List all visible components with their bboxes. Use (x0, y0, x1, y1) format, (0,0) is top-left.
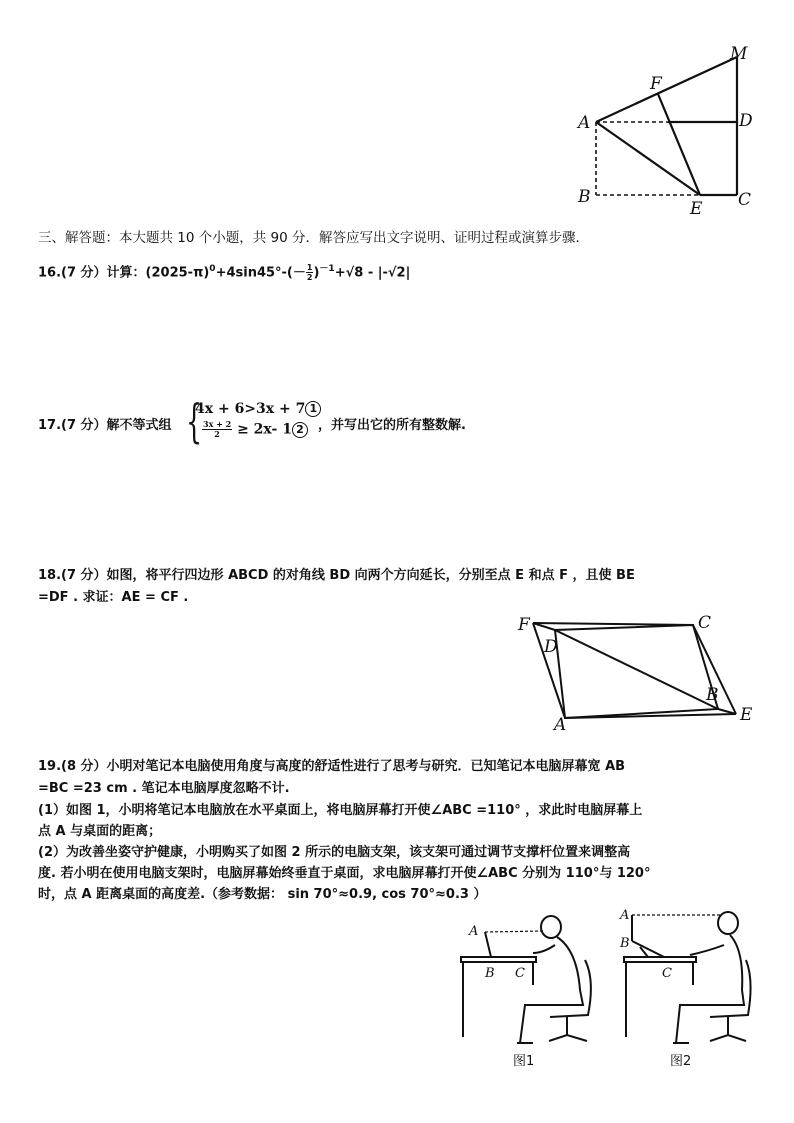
label-B: B (578, 187, 591, 207)
q16-expr-c: ) (313, 265, 320, 281)
q16-expr-d: +√8 - |-√2| (334, 265, 411, 281)
q17-inequality-2 (202, 420, 308, 439)
fig1-label-C: C (515, 966, 525, 981)
question-16 (38, 259, 410, 283)
segment-FC (533, 623, 693, 625)
q18-line-1: 18.(7 分）如图，将平行四边形 ABCD 的对角线 BD 向两个方向延长，分别至点 E 和点 F ，且使 BE (38, 568, 635, 583)
fig2-label-B: B (620, 936, 630, 951)
chair-back (550, 960, 591, 1017)
q19-line-2: =BC =23 cm . 笔记本电脑厚度忽略不计. (38, 781, 290, 796)
q16-expr-b: +4sin45°-(－ (215, 265, 306, 281)
person-legs (520, 1005, 580, 1043)
fig2-caption: 图2 (670, 1054, 692, 1069)
label-E: E (740, 705, 753, 725)
label-B: B (706, 685, 719, 705)
q16-frac-den: 2 (306, 273, 313, 283)
chair-base (549, 1035, 587, 1041)
q19-line-4: 点 A 与桌面的距离； (38, 824, 162, 839)
q19-line-3: (1）如图 1，小明将笔记本电脑放在水平桌面上，将电脑屏幕打开使∠ABC =110° ，求此时电脑屏幕上 (38, 803, 643, 818)
chair-base (710, 1035, 746, 1041)
brace-icon: { (186, 394, 203, 448)
q16-frac-num: 1 (306, 263, 313, 273)
label-C: C (738, 190, 752, 210)
q17-inequality-1 (195, 401, 321, 417)
laptop-base (632, 941, 664, 957)
fig2-label-C: C (662, 966, 672, 981)
label-A: A (554, 715, 567, 733)
q17-ineq2-text: ≥ 2x- 1 (237, 421, 292, 438)
label-C: C (698, 613, 712, 633)
figure-2-laptop-stand (618, 905, 763, 1075)
person-arm (533, 945, 555, 953)
desk-top (624, 957, 696, 962)
q19-line-5: (2）为改善坐姿守护健康，小明购买了如图 2 所示的电脑支架，该支架可通过调节支撑杆位置来调整高 (38, 845, 631, 860)
q17-fraction (202, 420, 232, 439)
person-back (555, 937, 583, 1005)
q17-ineq1-text: 4x + 6>3x + 7 (195, 401, 306, 417)
figure-parallelogram (512, 608, 762, 733)
chair-back (710, 960, 751, 1017)
fig1-caption: 图1 (513, 1054, 535, 1069)
person-head (541, 916, 561, 938)
q17-suffix: ，并写出它的所有整数解. (318, 418, 466, 433)
q16-prefix: 16.(7 分）计算： (38, 265, 146, 281)
q19-line-1: 19.(8 分）小明对笔记本电脑使用角度与高度的舒适性进行了思考与研究．已知笔记本电脑屏幕宽 AB (38, 759, 626, 774)
laptop-screen (485, 932, 491, 957)
label-F: F (650, 74, 662, 94)
sight-line (485, 931, 543, 932)
section-3-heading: 三、解答题：本大题共 10 个小题，共 90 分．解答应写出文字说明、证明过程或演算步骤． (38, 230, 590, 246)
figure-1-laptop-desk (455, 905, 605, 1075)
fig2-label-A: A (620, 908, 630, 923)
label-D: D (544, 637, 558, 657)
q19-line-7: 时，点 A 距离桌面的高度差.（参考数据： sin 70°≈0.9, cos 70°≈0.3 ） (38, 887, 487, 902)
fig1-label-A: A (469, 924, 479, 939)
person-head (718, 912, 738, 934)
parallelogram-ABCD (555, 625, 718, 718)
circled-number-2: 2 (292, 422, 308, 438)
label-D: D (739, 111, 753, 131)
q17-frac-den: 2 (214, 429, 220, 439)
q17-frac-num: 3x + 2 (203, 419, 232, 429)
q16-sup1: －1 (319, 264, 335, 274)
q17-prefix: 17.(7 分）解不等式组 (38, 418, 172, 433)
circled-number-1: 1 (305, 401, 321, 417)
q16-sup0: 0 (209, 264, 216, 274)
q18-line-2: =DF . 求证：AE = CF . (38, 590, 189, 605)
label-A: A (578, 113, 591, 133)
q19-line-6: 度. 若小明在使用电脑支架时，电脑屏幕始终垂直于桌面，求电脑屏幕打开使∠ABC 分别为 110°与 120° (38, 866, 651, 881)
q16-expr-a: (2025-π) (145, 265, 210, 281)
figure-top-geometry (570, 42, 770, 217)
label-E: E (690, 199, 703, 217)
label-M: M (730, 44, 748, 64)
fig1-label-B: B (485, 966, 495, 981)
person-arm (690, 945, 724, 955)
diagonal-BD (555, 630, 718, 709)
label-F: F (518, 615, 530, 635)
